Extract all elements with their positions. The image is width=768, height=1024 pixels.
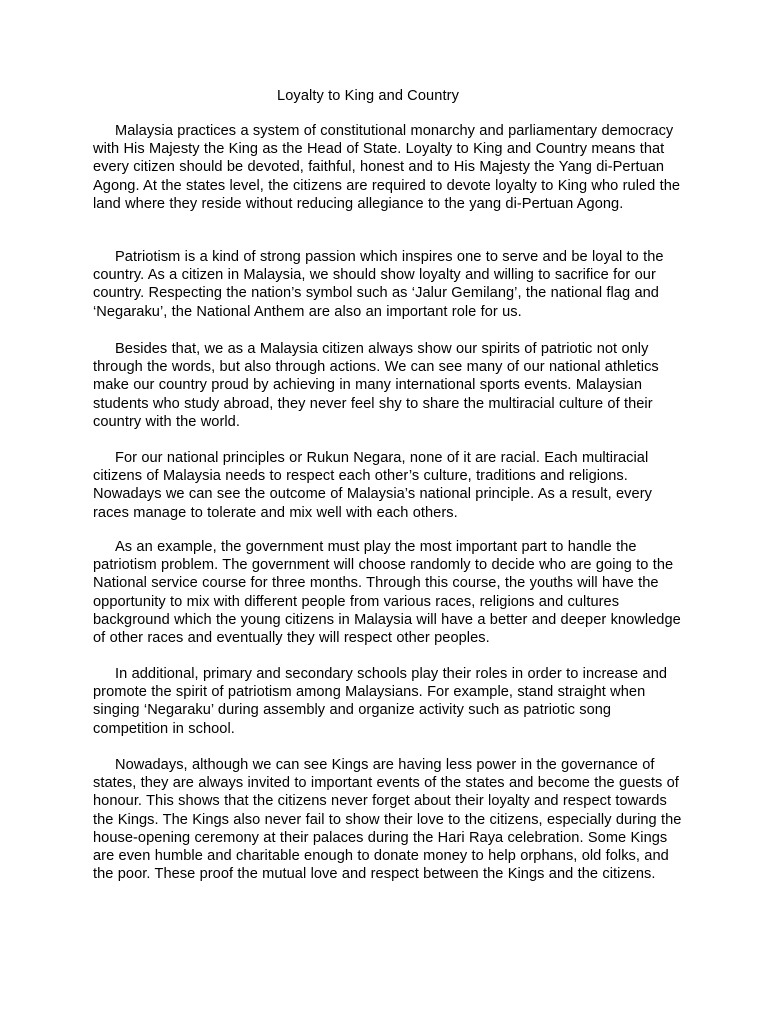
paragraph-constitutional-monarchy: Malaysia practices a system of constitutional monarchy and parliamentary democracy with His Majesty the King as the Head of State. Loyalty to King and Country means that every citizen should be devoted, faithful, honest and to His Majesty the Yang di-Pertuan Agong. At the states level, the citizens are required to devote loyalty to King who ruled the land where they reside without reducing allegiance to the yang di-Pertuan Agong. bbox=[93, 123, 681, 212]
paragraph-schools: In additional, primary and secondary schools play their roles in order to increase and promote the spirit of patriotism among Malaysians. For example, stand straight when singing ‘Negaraku’ during assembly and organize activity such as patriotic song competition in school. bbox=[93, 666, 668, 737]
paragraph-rukun-negara: For our national principles or Rukun Negara, none of it are racial. Each multiracial citizens of Malaysia needs to respect each other’s culture, traditions and religions. Nowadays we can see the outcome of Malaysia’s national principle. As a result, every races manage to tolerate and mix well with each others. bbox=[93, 450, 652, 521]
paragraph-kings: Nowadays, although we can see Kings are having less power in the governance of states, they are always invited to important events of the states and become the guests of honour. This shows that the citizens never forget about their loyalty and respect towards the Kings. The Kings also never fail to show their love to the citizens, especially during the house-opening ceremony at their palaces during the Hari Raya celebration. Some Kings are even humble and charitable enough to donate money to help orphans, old folks, and the poor. These proof the mutual love and respect between the Kings and the citizens. bbox=[93, 757, 682, 883]
paragraph-patriotism: Patriotism is a kind of strong passion which inspires one to serve and be loyal to the country. As a citizen in Malaysia, we should show loyalty and willing to sacrifice for our country. Respecting the nation’s symbol such as ‘Jalur Gemilang’, the national flag and ‘Negaraku’, the National Anthem are also an important role for us. bbox=[93, 249, 664, 320]
document-title: Loyalty to King and Country bbox=[277, 88, 459, 104]
paragraph-national-service: As an example, the government must play the most important part to handle the patriotism problem. The government will choose randomly to decide who are going to the National service course for three months. Through this course, the youths will have the opportunity to mix with different people from various races, religions and cultures background which the young citizens in Malaysia will have a better and deeper knowledge of other races and eventually they will respect other peoples. bbox=[93, 539, 681, 647]
paragraph-actions: Besides that, we as a Malaysia citizen always show our spirits of patriotic not only through the words, but also through actions. We can see many of our national athletics make our country proud by achieving in many international sports events. Malaysian students who study abroad, they never feel shy to share the multiracial culture of their country with the world. bbox=[93, 341, 659, 430]
